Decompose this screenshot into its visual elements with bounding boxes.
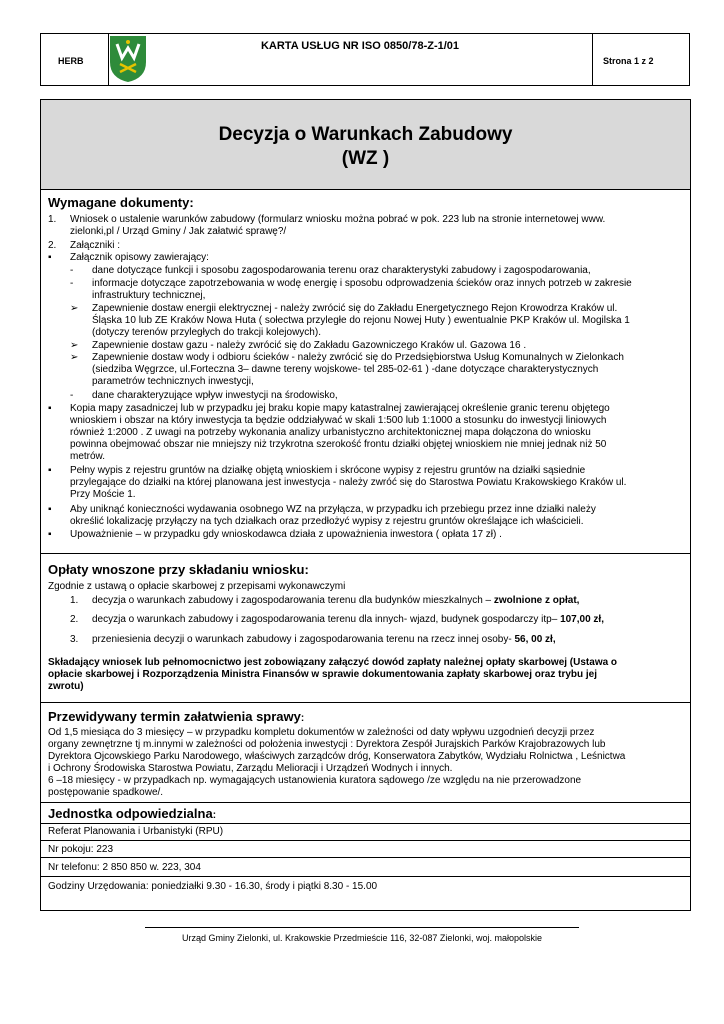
item-number: 1. [70, 595, 79, 606]
text-line: Wniosek o ustalenie warunków zabudowy (formularz wniosku można pobrać w pok. 223 lub na stronie internetowej www. [70, 214, 606, 225]
text-line: zwrotu) [48, 681, 84, 692]
document-title [41, 123, 690, 171]
fees-heading: Opłaty wnoszone przy składaniu wniosku: [48, 562, 309, 577]
text-line: organy zewnętrzne tj m.innymi w zależności od położenia inwestycji : Dyrektora Zespół Jurajskich Parków Krajobrazowych lub [48, 739, 606, 750]
page-label: Strona 1 z 2 [603, 56, 654, 66]
unit-name: Referat Planowania i Urbanistyki (RPU) [48, 826, 224, 837]
coat-of-arms-logo [108, 34, 148, 84]
arrow-bullet-icon: ➢ [70, 303, 79, 314]
section-divider [41, 802, 690, 803]
herb-label: HERB [58, 56, 84, 66]
term-heading [48, 709, 304, 724]
fee-item [92, 595, 579, 607]
footer-address: Urząd Gminy Zielonki, ul. Krakowskie Przedmieście 116, 32-087 Zielonki, woj. małopolskie [182, 933, 542, 943]
text-line: metrów. [70, 451, 106, 462]
unit-hours: Godziny Urzędowania: poniedziałki 9.30 - 16.30, środy i piątki 8.30 - 15.00 [48, 881, 378, 892]
unit-phone: Nr telefonu: 2 850 850 w. 223, 304 [48, 862, 201, 873]
text-line: Od 1,5 miesiąca do 3 miesięcy – w przypadku kompletu dokumentów w zależności od daty wpływu uzgodnień decyzji przez [48, 727, 595, 738]
header-divider [592, 33, 593, 86]
fee-amount: 107,00 zł, [560, 614, 604, 625]
section-divider [41, 702, 690, 703]
item-number: 2. [70, 614, 79, 625]
unit-heading-text: Jednostka odpowiedzialna [48, 806, 213, 821]
square-bullet-icon: ▪ [48, 529, 52, 540]
text-line: powinna obejmować obszar nie mniejszy niż trzykrotna szerokość frontu działki objętej wnioskiem nie mniej jednak niż 50 [70, 439, 607, 450]
text-line: (dotyczy terenów przyległych do trakcji kolejowych). [92, 327, 321, 338]
bullet-item [70, 403, 690, 463]
text-line: (siedziba Węgrzce, ul.Forteczna 3– dawne tereny wojskowe- tel 285-02-61 ) -dane dotyczące charakterystycznych [92, 364, 599, 375]
fee-item [92, 614, 604, 626]
row-divider [41, 840, 690, 841]
dash-item: dane charakteryzujące wpływ inwestycji na środowisko, [92, 390, 338, 401]
dash-icon: - [70, 278, 74, 289]
bullet-item [70, 504, 690, 528]
heading-colon: : [300, 713, 305, 724]
text-line: zielonki,pl / Urząd Gminy / Jak załatwić sprawę?/ [70, 226, 287, 237]
fee-text: przeniesienia decyzji o warunkach zabudowy i zagospodarowania terenu na rzecz innej osoby- [92, 634, 515, 645]
fee-item [92, 634, 556, 646]
required-item-2: Załączniki : [70, 240, 121, 251]
text-line: określić lokalizację przyłączy na tych działkach oraz przedłożyć wypisy z rejestru gruntów określające ich właścicieli. [70, 516, 584, 527]
arrow-item: Zapewnienie dostaw gazu - należy zwrócić się do Zakładu Gazowniczego Kraków ul. Gazowa 16 . [92, 340, 527, 351]
arrow-bullet-icon: ➢ [70, 352, 79, 363]
text-line: 6 –18 miesięcy - w przypadkach np. wymagających ustanowienia kuratora sądowego /ze względu na nie przerowadzone [48, 775, 582, 786]
row-divider [41, 857, 690, 858]
bullet-item: Załącznik opisowy zawierający: [70, 252, 209, 263]
arrow-bullet-icon: ➢ [70, 340, 79, 351]
text-line: i Ochrony Środowiska Starostwa Powiatu, Zarządu Melioracji i Urządzeń Wodnych i innych. [48, 763, 453, 774]
term-heading-text: Przewidywany termin załatwienia sprawy [48, 709, 301, 724]
heading-colon: : [212, 810, 217, 821]
text-line: Pełny wypis z rejestru gruntów na działkę objętą wnioskiem i skrócone wypisy z rejestru gruntów na działki sąsiednie [70, 465, 586, 476]
row-divider [41, 876, 690, 877]
fees-intro: Zgodnie z ustawą o opłacie skarbowej z przepisami wykonawczymi [48, 581, 346, 592]
square-bullet-icon: ▪ [48, 504, 52, 515]
bullet-item [70, 465, 690, 501]
text-line: opłacie skarbowej i Rozporządzenia Ministra Finansów w sprawie dokumentowania zapłaty skarbowej oraz trybu jej [48, 669, 598, 680]
fee-text: decyzja o warunkach zabudowy i zagospodarowania terenu dla innych- wjazd, budynek gospodarczy itp– [92, 614, 561, 625]
text-line: postępowanie spadkowe/. [48, 787, 164, 798]
fee-amount: zwolnione z opłat, [493, 595, 580, 606]
footer-divider [145, 927, 579, 928]
required-heading: Wymagane dokumenty: [48, 195, 194, 210]
text-line: informacje dotyczące zapotrzebowania w wodę energię i sposobu odprowadzenia ścieków oraz innych potrzeb w zakresie [92, 278, 632, 289]
fees-note [48, 657, 688, 693]
text-line: wnioskiem i obszar na który inwestycja ta będzie oddziaływać w skali 1:500 lub 1:1000 a stosunku do inwestycji liniowych [70, 415, 607, 426]
text-line: Zapewnienie dostaw wody i odbioru ścieków - należy zwrócić się do Przedsiębiorstwa Usług Komunalnych w Zielonkach [92, 352, 624, 363]
square-bullet-icon: ▪ [48, 252, 52, 263]
arrow-item [92, 352, 690, 388]
dash-icon: - [70, 265, 74, 276]
text-line: parametrów technicznych inwestycji, [92, 376, 254, 387]
item-number: 1. [48, 214, 57, 225]
fee-amount: 56, 00 zł, [514, 634, 556, 645]
text-line: Aby uniknąć konieczności wydawania osobnego WZ na przyłącza, w przypadku ich przebiegu przez inne działki należy [70, 504, 596, 515]
text-line: Zapewnienie dostaw energii elektrycznej - należy zwrócić się do Zakładu Energetycznego Rejon Krowodrza Kraków ul. [92, 303, 618, 314]
text-line: Kopia mapy zasadniczej lub w przypadku jej braku kopie mapy katastralnej zawierającej określenie granic terenu objętego [70, 403, 610, 414]
text-line: Dyrektora Ojcowskiego Parku Narodowego, właściwych zarządców dróg, Konserwatora Zabytków, Wydziału Rolnictwa , Leśnictwa [48, 751, 626, 762]
unit-room: Nr pokoju: 223 [48, 844, 114, 855]
item-number: 3. [70, 634, 79, 645]
row-divider [41, 823, 690, 824]
bullet-item: Upoważnienie – w przypadku gdy wnioskodawca działa z upoważnienia inwestora ( opłata 17 zł) . [70, 529, 502, 540]
text-line: Przy Moście 1. [70, 489, 136, 500]
card-title: KARTA USŁUG NR ISO 0850/78-Z-1/01 [260, 40, 460, 52]
text-line: również 1:2000 . Z uwagi na potrzeby wykonania analizy urbanistyczno architektonicznej mapa dołączona do wniosku [70, 427, 591, 438]
text-line: Śląska 10 lub ZE Kraków Nowa Huta ( sołectwa przyległe do rejonu Nowej Huty ) ewentualnie PKP Kraków ul. Mogilska 1 [92, 315, 630, 326]
term-text [48, 727, 688, 799]
unit-heading [48, 806, 216, 821]
square-bullet-icon: ▪ [48, 465, 52, 476]
text-line: infrastruktury technicznej, [92, 290, 206, 301]
text-line: Składający wniosek lub pełnomocnictwo jest zobowiązany załączyć dowód zapłaty należnej opłaty skarbowej (Ustawa o [48, 657, 618, 668]
fee-text: decyzja o warunkach zabudowy i zagospodarowania terenu dla budynków mieszkalnych – [92, 595, 494, 606]
title-line1: Decyzja o Warunkach Zabudowy [218, 124, 513, 145]
dash-item: dane dotyczące funkcji i sposobu zagospodarowania terenu oraz charakterystyki zabudowy i zagospodarowania, [92, 265, 591, 276]
arrow-item [92, 303, 690, 339]
dash-item [92, 278, 690, 302]
square-bullet-icon: ▪ [48, 403, 52, 414]
required-item-1 [70, 214, 690, 238]
dash-icon: - [70, 390, 74, 401]
title-line2: (WZ ) [341, 148, 390, 169]
item-number: 2. [48, 240, 57, 251]
text-line: przylegające do działki na której planowana jest inwestycja - należy zwróć się do Starostwa Powiatu Krakowskiego Kraków ul. [70, 477, 627, 488]
section-divider [41, 553, 690, 554]
